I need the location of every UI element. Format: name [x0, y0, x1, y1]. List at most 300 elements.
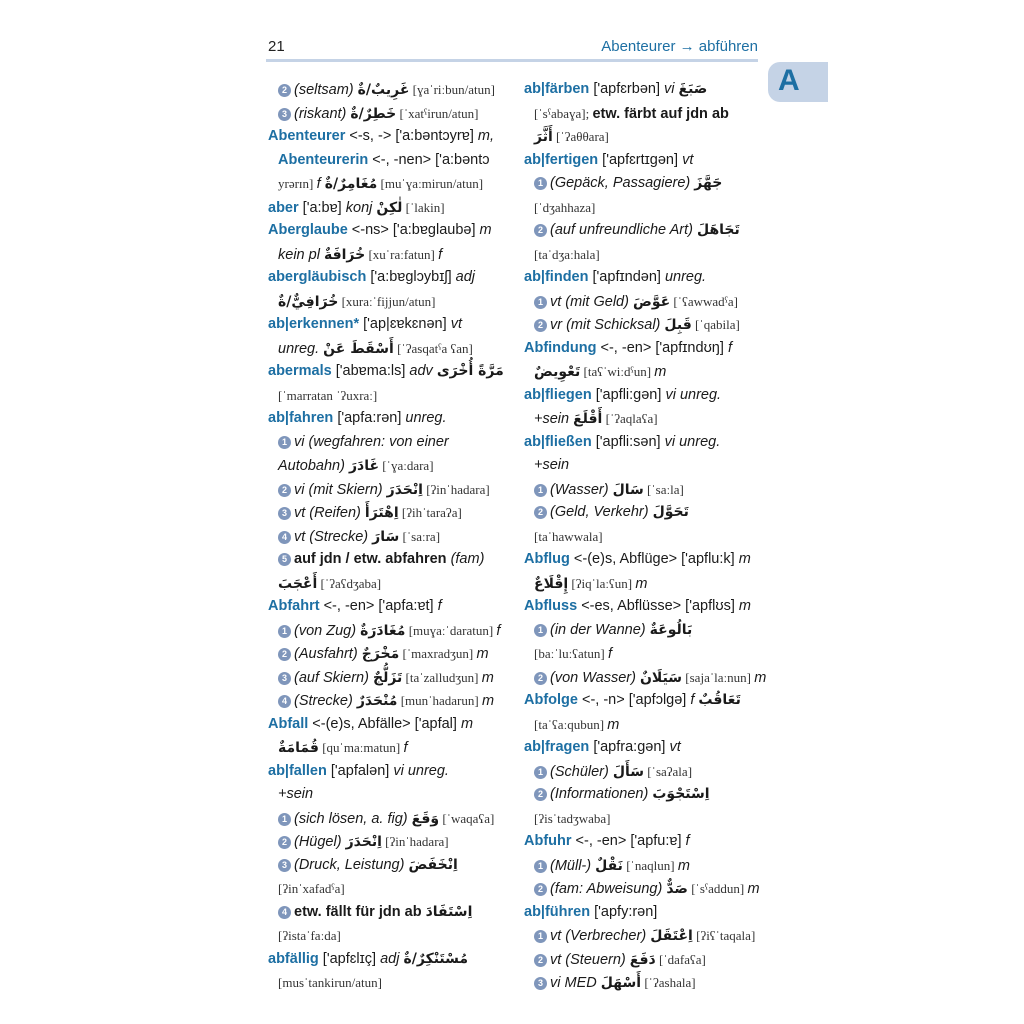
grammar-label: m — [607, 716, 620, 733]
headword: abfällig — [268, 950, 319, 967]
sense-number: 1 — [534, 484, 547, 497]
transliteration: [ˈqabila] — [691, 317, 740, 332]
transliteration: [sajaˈlaːnun] — [682, 669, 755, 685]
arabic-translation: مَخْرَجٌ — [361, 646, 400, 662]
entry-line — [524, 924, 764, 948]
arabic-translation: صَدٌّ — [666, 881, 688, 897]
arabic-translation: قَبِلَ — [664, 317, 692, 333]
transliteration: [taʕˈwiːdˤun] — [580, 364, 655, 379]
arabic-translation: تَعْوِيضٌ — [534, 364, 581, 380]
entry-line — [524, 454, 764, 478]
arabic-translation: مُسْتَنْكِرٌ/ةٌ — [403, 950, 469, 967]
grammar-label: (Gepäck, Passagiere) — [550, 175, 695, 191]
entry-line — [268, 149, 508, 173]
sense-number: 4 — [278, 531, 291, 544]
headword: Abflug — [524, 551, 570, 567]
entry-line — [268, 360, 508, 384]
arabic-translation: مُغَامِرٌ/ةٌ — [324, 176, 378, 192]
grammar-label: f — [685, 833, 690, 849]
entry-line — [268, 478, 508, 502]
entry-line — [268, 219, 508, 243]
arabic-translation: بَالُوعَةٌ — [649, 621, 693, 638]
grammar-label: (Geld, Verkehr) — [550, 504, 653, 520]
transliteration: [ˈnaqlun] — [622, 857, 678, 873]
entry-line — [268, 595, 508, 619]
grammar-label: vt — [669, 739, 681, 755]
entry-line — [268, 619, 508, 643]
grammar-label: (riskant) — [294, 105, 351, 122]
headword: Abfindung — [524, 339, 597, 356]
grammar-label: f — [403, 740, 408, 756]
entry-line — [524, 971, 764, 995]
transliteration: [ˈsˤaddun] — [687, 881, 748, 896]
sense-number: 2 — [534, 506, 547, 519]
entry-line — [524, 243, 764, 267]
transliteration: [ˈʕawwadˤa] — [670, 293, 738, 309]
left-column — [268, 78, 508, 995]
pronunciation: ['apfa:rən] — [333, 410, 406, 426]
grammar-label: (seltsam) — [294, 82, 358, 98]
sense-number: 2 — [534, 954, 547, 967]
pronunciation: <-s, -> ['a:bəntɔyrɐ] — [345, 128, 478, 144]
pronunciation: ['apfɛrtɪgən] — [598, 151, 683, 168]
transliteration: [ʔistaˈfaːda] — [278, 928, 341, 943]
sense-number: 2 — [278, 84, 291, 97]
transliteration: yrərɪn] — [278, 176, 317, 191]
entry-line — [524, 877, 764, 901]
arabic-translation: اِنْحَدَرَ — [345, 834, 382, 850]
transliteration: [ˈmaxradʒun] — [399, 646, 477, 661]
headword: abermals — [268, 363, 332, 379]
entry-line — [524, 736, 764, 760]
entry-line — [524, 548, 764, 572]
pronunciation: <-, -en> ['apfɪndʊŋ] — [596, 339, 728, 356]
sense-number: 3 — [278, 672, 291, 685]
headword: Abenteurer — [268, 128, 346, 144]
entry-line — [524, 290, 764, 314]
headword: ab|fertigen — [524, 151, 599, 168]
sense-number: 3 — [534, 977, 547, 990]
sense-number: 1 — [534, 177, 547, 190]
grammar-label: (fam: Abweisung) — [550, 881, 667, 897]
grammar-label: (auf Skiern) — [294, 669, 373, 686]
arabic-translation: أَعْجَبَ — [278, 575, 318, 592]
arabic-translation: سَيَلَانٌ — [639, 669, 683, 686]
entry-line — [524, 807, 764, 831]
entry-line — [268, 172, 508, 196]
entry-line — [268, 525, 508, 549]
transliteration: [ʔinˈxafadˤa] — [278, 881, 345, 896]
arabic-translation: خَطِرٌ/ةٌ — [350, 105, 397, 122]
grammar-label: vt (Strecke) — [294, 528, 373, 545]
sense-number: 3 — [278, 507, 291, 520]
headword: Abfluss — [524, 598, 578, 614]
headword: abergläubisch — [268, 269, 367, 285]
grammar-label: (fam) — [450, 551, 485, 567]
entry-line — [268, 971, 508, 995]
pronunciation: ['a:bɐ] — [298, 199, 346, 216]
transliteration: [ˈʔashala] — [641, 975, 696, 990]
entry-line — [524, 948, 764, 972]
arabic-translation: وَقَعَ — [411, 810, 440, 827]
sense-number: 1 — [534, 296, 547, 309]
headword: Aberglaube — [268, 222, 348, 238]
entry-line — [268, 196, 508, 220]
transliteration: [ʔiqˈlaːʕun] — [568, 575, 636, 591]
sense-number: 1 — [534, 624, 547, 637]
grammar-label: vi (wegfahren: von einer — [294, 433, 449, 450]
grammar-label: (Müll-) — [550, 857, 596, 874]
transliteration: [ˈdafaʕa] — [655, 951, 706, 967]
transliteration: [muˈɣaːmirun/atun] — [377, 176, 484, 191]
grammar-label: (Informationen) — [550, 786, 653, 802]
entry-line — [524, 713, 764, 737]
arabic-translation: سَأَلَ — [612, 763, 645, 780]
entry-line — [268, 313, 508, 337]
entry-line — [524, 360, 764, 384]
entry-line — [524, 219, 764, 243]
grammar-label: vt (Verbrecher) — [550, 928, 651, 944]
entry-line — [524, 78, 764, 102]
arabic-translation: سَارَ — [372, 528, 400, 545]
grammar-label: adv — [409, 363, 437, 379]
grammar-label: vt — [450, 316, 462, 332]
entry-line — [524, 666, 767, 690]
arabic-translation: سَالَ — [612, 481, 644, 498]
arabic-translation: أَسْهَلَ — [600, 975, 642, 991]
entry-line — [524, 501, 764, 525]
transliteration: [ˈsˤabaɣa]; — [534, 105, 593, 121]
sense-number: 2 — [534, 319, 547, 332]
entry-line — [524, 830, 764, 854]
transliteration: [ʔisˈtadʒwaba] — [534, 810, 611, 826]
grammar-label: m — [481, 693, 495, 709]
transliteration: [taˈzalludʒun] — [402, 669, 482, 685]
arabic-translation: خُرَافِيٌّ/ةٌ — [278, 293, 339, 310]
entry-line — [268, 736, 508, 760]
headword: ab|finden — [524, 269, 589, 285]
headword: aber — [268, 199, 299, 216]
arabic-translation: مَرَّةً أُخْرَى — [436, 363, 504, 379]
arabic-translation: اِسْتَجْوَبَ — [652, 786, 710, 802]
entry-line — [524, 760, 764, 784]
arabic-translation: اِنْحَدَرَ — [386, 481, 423, 498]
entry-line — [524, 854, 764, 878]
entry-line — [524, 149, 764, 173]
pronunciation: <-, -en> ['apfa:ɐt] — [319, 598, 438, 614]
pronunciation: <-ns> ['a:bɐglaubə] — [347, 222, 480, 238]
grammar-label: +sein — [278, 786, 314, 802]
entry-line — [524, 313, 764, 337]
grammar-label: vi MED — [550, 975, 601, 991]
transliteration: [quˈmaːmatun] — [318, 740, 404, 755]
grammar-label: m — [479, 222, 492, 238]
grammar-label: konj — [345, 199, 377, 216]
headword: ab|erkennen* — [268, 316, 360, 332]
transliteration: [ˈsaʔala] — [644, 763, 693, 779]
transliteration: [ʔiʕˈtaqala] — [692, 928, 756, 943]
transliteration: [taˈdʒaːhala] — [534, 246, 600, 262]
entry-line — [268, 807, 508, 831]
transliteration: [ˈxatˤirun/atun] — [396, 105, 479, 121]
grammar-label: m — [481, 669, 494, 686]
entry-line — [524, 266, 764, 290]
headword: ab|fallen — [268, 762, 327, 779]
headword: Abenteurerin — [278, 151, 369, 168]
headword: Abfuhr — [524, 833, 572, 849]
entry-line — [268, 78, 508, 102]
entry-line — [524, 431, 764, 455]
grammar-label: f — [437, 598, 442, 614]
pronunciation: ['apfli:sən] — [591, 433, 665, 450]
grammar-label: vt (Reifen) — [294, 505, 365, 521]
transliteration: [taˈʕaːqubun] — [534, 716, 608, 732]
entry-line — [524, 525, 764, 549]
transliteration: [ˈsaːra] — [399, 528, 441, 544]
entry-line — [524, 102, 764, 126]
sense-number: 2 — [534, 788, 547, 801]
entry-line — [268, 666, 508, 690]
pronunciation: ['apfalən] — [326, 762, 394, 779]
transliteration: [ɣaˈriːbun/atun] — [409, 82, 495, 97]
sense-number: 2 — [534, 672, 547, 685]
grammar-label: (sich lösen, a. fig) — [294, 810, 412, 827]
grammar-label: (Wasser) — [550, 481, 613, 498]
pronunciation: <-, -en> ['apfu:ɐ] — [571, 833, 686, 849]
sense-number: 3 — [278, 108, 291, 121]
grammar-label: f — [316, 176, 325, 192]
headword: Abfall — [268, 715, 309, 732]
sense-number: 2 — [534, 224, 547, 237]
grammar-label: m — [738, 598, 751, 614]
entry-line — [524, 196, 764, 220]
arabic-translation: لٰكِنْ — [376, 199, 403, 216]
grammar-label: +sein — [534, 457, 570, 473]
pronunciation: ['apfɪndən] — [588, 269, 665, 285]
entry-line — [268, 290, 508, 314]
pronunciation: ['apfɛrbən] — [589, 81, 665, 97]
pronunciation: ['apfra:gən] — [589, 739, 670, 755]
entry-line — [268, 501, 508, 525]
pronunciation: ['apfɛlɪç] — [318, 950, 381, 967]
sense-number: 1 — [278, 625, 291, 638]
grammar-label: m — [476, 646, 489, 662]
transliteration: [ʔinˈhadara] — [381, 834, 449, 849]
sense-number: 1 — [534, 766, 547, 779]
grammar-label: vi — [664, 81, 679, 97]
grammar-label: m — [677, 857, 690, 874]
headword: Abfolge — [524, 692, 578, 708]
transliteration: [ˈdʒahhaza] — [534, 199, 596, 215]
phrase: etw. färbt auf jdn ab — [592, 105, 729, 122]
entry-line — [524, 642, 764, 666]
arabic-translation: تَزَلُّجٌ — [372, 669, 403, 686]
entry-line — [524, 407, 764, 431]
grammar-label: (Ausfahrt) — [294, 646, 362, 662]
grammar-label: vi unreg. — [393, 762, 449, 779]
entry-line — [268, 337, 508, 361]
headword: ab|färben — [524, 81, 590, 97]
entry-line — [268, 243, 508, 267]
pronunciation: ['apfli:gən] — [591, 386, 666, 403]
grammar-label: m — [635, 575, 648, 592]
entry-line — [268, 713, 508, 737]
grammar-label: (auf unfreundliche Art) — [550, 222, 697, 238]
pronunciation: ['ap|ɛɐkɛnən] — [359, 316, 451, 332]
phrase: auf jdn / etw. abfahren — [294, 551, 451, 567]
grammar-label: f — [608, 646, 613, 662]
grammar-label: vt (Steuern) — [550, 951, 630, 968]
transliteration: [ˈmarratan ˈʔuxraː] — [278, 387, 378, 403]
transliteration: [musˈtankirun/atun] — [278, 975, 382, 990]
headword: Abfahrt — [268, 598, 320, 614]
grammar-label: (von Wasser) — [550, 669, 640, 686]
arabic-translation: تَحَوَّلَ — [652, 504, 689, 520]
arabic-translation: جَهَّزَ — [694, 175, 723, 191]
grammar-label: f — [690, 692, 699, 708]
arabic-translation: غَرِيبٌ/ةٌ — [357, 82, 410, 98]
pronunciation: ['apfy:rən] — [590, 903, 658, 920]
transliteration: [ʔinˈhadara] — [422, 481, 490, 497]
arabic-translation: مُغَادَرَةٌ — [360, 622, 406, 639]
arabic-translation: اِهْتَرَأَ — [364, 505, 399, 521]
sense-number: 4 — [278, 695, 291, 708]
arabic-translation: عَوَّضَ — [632, 293, 671, 310]
grammar-label: m — [747, 881, 760, 897]
transliteration: [ˈʔaθθara] — [552, 129, 609, 144]
arabic-translation: اِسْتَفَادَ — [425, 903, 473, 920]
entry-line — [268, 125, 508, 149]
entry-line — [268, 642, 508, 666]
sense-number: 2 — [278, 648, 291, 661]
arabic-translation: اِعْتَقَلَ — [650, 928, 693, 944]
grammar-label: (Strecke) — [294, 693, 357, 709]
entry-line — [268, 901, 508, 925]
entry-line — [268, 102, 508, 126]
entry-line — [524, 337, 764, 361]
entry-line — [268, 266, 508, 290]
arabic-translation: تَعَاقُبٌ — [698, 692, 741, 708]
transliteration: [ˈwaqaʕa] — [439, 810, 495, 826]
sense-number: 3 — [278, 859, 291, 872]
grammar-label: +sein — [534, 411, 574, 427]
grammar-label: m — [654, 364, 667, 380]
entry-line — [268, 689, 508, 713]
grammar-label: adj — [380, 950, 404, 967]
transliteration: [ˈsaːla] — [643, 481, 684, 497]
pronunciation: <-(e)s, Abflüge> ['apflu:k] — [569, 551, 739, 567]
sense-number: 2 — [278, 484, 291, 497]
headword: ab|fließen — [524, 433, 592, 450]
pronunciation: <-(e)s, Abfälle> ['apfal] — [308, 715, 461, 732]
entry-line — [524, 172, 764, 196]
arabic-translation: أَقْلَعَ — [573, 411, 603, 427]
entry-line — [268, 572, 508, 596]
entry-line — [268, 431, 508, 455]
transliteration: [ˈʔaqlaʕa] — [602, 411, 658, 426]
sense-number: 1 — [278, 813, 291, 826]
grammar-label: m, — [477, 128, 494, 144]
sense-number: 2 — [278, 836, 291, 849]
letter-tab-label: A — [778, 64, 800, 97]
grammar-label: (Druck, Leistung) — [294, 856, 409, 873]
page-number: 21 — [268, 38, 285, 55]
entry-line — [268, 830, 508, 854]
headword: ab|fahren — [268, 410, 334, 426]
transliteration: [ʔihˈtaraʔa] — [398, 505, 462, 520]
arabic-translation: صَبَغَ — [678, 81, 708, 97]
entry-line — [268, 384, 508, 408]
grammar-label: m — [460, 715, 474, 732]
entry-line — [268, 924, 508, 948]
phrase: etw. fällt für jdn ab — [294, 903, 426, 920]
grammar-label: f — [438, 246, 443, 263]
arabic-translation: اِنْخَفَضَ — [408, 856, 458, 873]
entry-line — [524, 478, 764, 502]
transliteration: [muɣaːˈdaratun] — [405, 622, 497, 638]
grammar-label: adj — [455, 269, 476, 285]
headword: ab|fragen — [524, 739, 590, 755]
pronunciation: ['abɐma:ls] — [331, 363, 410, 379]
grammar-label: m — [754, 669, 767, 686]
arabic-translation: تَجَاهَلَ — [696, 222, 740, 238]
entry-line — [268, 454, 508, 478]
sense-number: 4 — [278, 906, 291, 919]
transliteration: [munˈhadarun] — [397, 693, 482, 708]
transliteration: [baːˈluːʕatun] — [534, 646, 608, 661]
headword: ab|fliegen — [524, 386, 592, 403]
grammar-label: unreg. — [664, 269, 707, 285]
grammar-label: (Schüler) — [550, 763, 613, 780]
entry-line — [268, 877, 508, 901]
transliteration: [ˈɣaːdara] — [379, 458, 434, 473]
pronunciation: ['a:bɐglɔybɪʃ] — [366, 269, 456, 285]
entry-line — [268, 854, 508, 878]
pronunciation: <-, -n> ['apfɔlgə] — [577, 692, 691, 708]
running-head: Abenteurer → abführen — [601, 38, 758, 55]
arabic-translation: خُرَافَةٌ — [323, 246, 366, 263]
arabic-translation: نَقْلٌ — [595, 857, 623, 874]
arabic-translation: إِقْلَاعٌ — [534, 575, 569, 592]
sense-number: 2 — [534, 883, 547, 896]
grammar-label: vt — [682, 151, 694, 168]
grammar-label: m — [738, 551, 751, 567]
arabic-translation: مُنْحَدَرٌ — [356, 693, 398, 709]
transliteration: [ˈʔasqatˤa ʕan] — [393, 340, 473, 356]
grammar-label: vi unreg. — [665, 386, 722, 403]
transliteration: [taˈhawwala] — [534, 528, 603, 544]
entry-line — [268, 948, 508, 972]
grammar-label: unreg. — [405, 410, 447, 426]
arabic-translation: دَفَعَ — [629, 951, 656, 968]
entry-line — [268, 783, 508, 807]
transliteration: [ˈlakin] — [402, 199, 445, 215]
grammar-label: f — [496, 622, 501, 639]
grammar-label: (von Zug) — [294, 622, 361, 639]
entry-line — [268, 548, 508, 572]
entry-line — [524, 125, 764, 149]
arabic-translation: قُمَامَةٌ — [278, 740, 319, 756]
entry-line — [268, 760, 508, 784]
transliteration: [xuˈraːfatun] — [365, 246, 439, 262]
grammar-label: vi unreg. — [664, 433, 721, 450]
header-rule — [266, 59, 758, 62]
arabic-translation: أَسْقَطَ عَنْ — [323, 340, 394, 357]
entry-line — [524, 901, 764, 925]
pronunciation: <-, -nen> ['a:bəntɔ — [368, 151, 490, 168]
transliteration: [xuraːˈfijjun/atun] — [338, 293, 436, 309]
grammar-label: f — [727, 339, 732, 356]
